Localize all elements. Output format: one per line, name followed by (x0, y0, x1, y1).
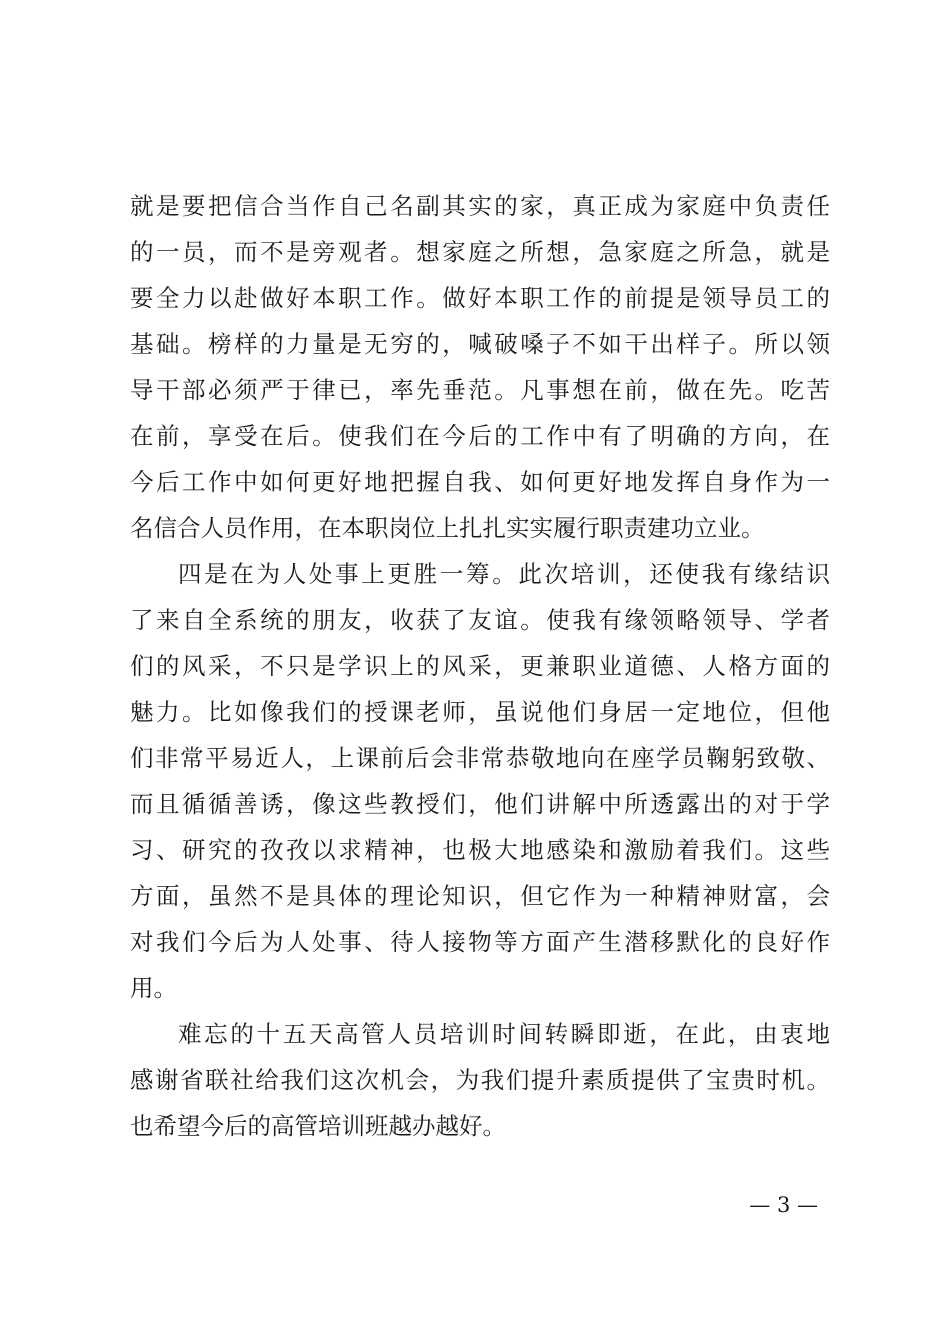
paragraph-1-line-7: 今后工作中如何更好地把握自我、如何更好地发挥自身作为一 (130, 468, 830, 496)
paragraph-2-line-7: 习、研究的孜孜以求精神，也极大地感染和激励着我们。这些 (130, 836, 830, 864)
paragraph-2-line-9: 对我们今后为人处事、待人接物等方面产生潜移默化的良好作 (130, 928, 830, 956)
paragraph-1-line-2: 的一员，而不是旁观者。想家庭之所想，急家庭之所急，就是 (130, 238, 830, 266)
paragraph-2-line-10: 用。 (130, 974, 177, 1002)
paragraph-1-line-1: 就是要把信合当作自己名副其实的家，真正成为家庭中负责任 (130, 192, 830, 220)
paragraph-2-line-4: 魅力。比如像我们的授课老师，虽说他们身居一定地位，但他 (130, 698, 830, 726)
paragraph-1-line-3: 要全力以赴做好本职工作。做好本职工作的前提是领导员工的 (130, 284, 830, 312)
paragraph-1-line-6: 在前，享受在后。使我们在今后的工作中有了明确的方向，在 (130, 422, 830, 450)
paragraph-2-line-5: 们非常平易近人，上课前后会非常恭敬地向在座学员鞠躬致敬、 (130, 744, 830, 772)
paragraph-2-line-1: 四是在为人处事上更胜一筹。此次培训，还使我有缘结识 (178, 560, 830, 588)
paragraph-2-line-6: 而且循循善诱，像这些教授们，他们讲解中所透露出的对于学 (130, 790, 830, 818)
paragraph-3-line-3: 也希望今后的高管培训班越办越好。 (130, 1112, 506, 1140)
paragraph-1-line-4: 基础。榜样的力量是无穷的，喊破嗓子不如干出样子。所以领 (130, 330, 830, 358)
paragraph-3-line-1: 难忘的十五天高管人员培训时间转瞬即逝，在此，由衷地 (178, 1020, 830, 1048)
paragraph-1-line-5: 导干部必须严于律已，率先垂范。凡事想在前，做在先。吃苦 (130, 376, 830, 404)
paragraph-2-line-2: 了来自全系统的朋友，收获了友谊。使我有缘领略领导、学者 (130, 606, 830, 634)
paragraph-3-line-2: 感谢省联社给我们这次机会，为我们提升素质提供了宝贵时机。 (130, 1066, 830, 1094)
paragraph-1-line-8: 名信合人员作用，在本职岗位上扎扎实实履行职责建功立业。 (130, 514, 765, 542)
page-number: — 3 — (749, 1193, 818, 1217)
paragraph-2-line-3: 们的风采，不只是学识上的风采，更兼职业道德、人格方面的 (130, 652, 830, 680)
paragraph-2-line-8: 方面，虽然不是具体的理论知识，但它作为一种精神财富，会 (130, 882, 830, 910)
